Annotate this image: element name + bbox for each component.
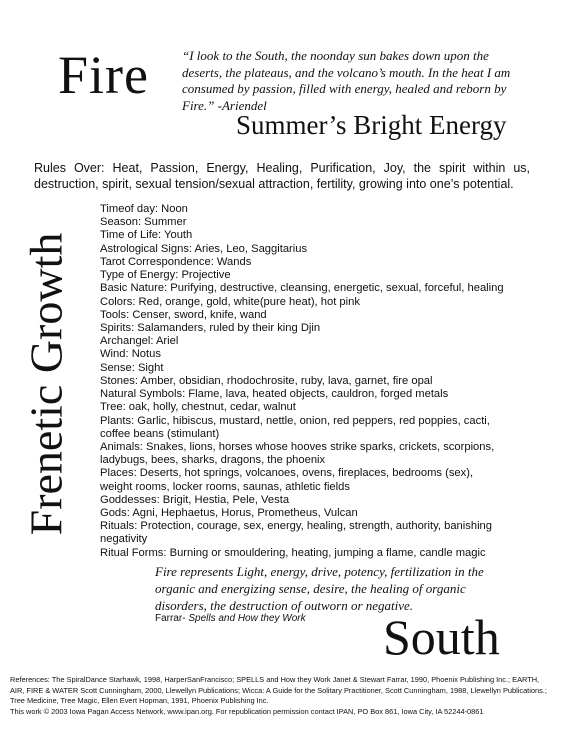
correspondence-item: Animals: Snakes, lions, horses whose hooves strike sparks, crickets, scorpions, ladybugs, bees, sharks, dragons, the phoenix [100, 440, 495, 467]
correspondence-item: Time of Life: Youth [100, 229, 193, 242]
correspondence-item: Season: Summer [100, 216, 187, 229]
correspondence-item: Stones: Amber, obsidian, rhodochrosite, ruby, lava, garnet, fire opal [100, 374, 433, 387]
attribution-author: Farrar- [155, 613, 186, 624]
references-text: References: The SpiralDance Starhawk, 1998, HarperSanFrancisco; SPELLS and How they Work Janet & Stewart Farrar, 1990, Phoenix Publishing Inc.; EARTH, AIR, FIRE & WATER Scott Cunningham, 2000, Llewellyn Publications; Wicca: A Guide for the Solitary Practitioner, Scott Cunningham, 1988, Llewellyn Publications.; Tree Medicine, Tree Magic, Ellen Evert Hopman, 1991, Phoenix Publishing Inc. [10, 675, 547, 706]
correspondence-item: Spirits: Salamanders, ruled by their king Djin [100, 321, 321, 334]
correspondence-item: Rituals: Protection, courage, sex, energy, healing, strength, authority, banishing negativity [100, 520, 492, 546]
page-subtitle: Summer’s Bright Energy [236, 110, 507, 140]
correspondence-item: Sense: Sight [100, 361, 164, 374]
correspondence-item: Wind: Notus [100, 348, 161, 361]
correspondence-item: Basic Nature: Purifying, destructive, cleansing, energetic, sexual, forceful, healing [100, 282, 504, 295]
closing-attribution [155, 613, 306, 625]
rules-over-paragraph: Rules Over: Heat, Passion, Energy, Healing, Purification, Joy, the spirit within us, destruction, spirit, sexual tension/sexual attraction, fertility, growing into one’s potential. [34, 161, 530, 192]
correspondence-item: Ritual Forms: Burning or smouldering, heating, jumping a flame, candle magic [100, 546, 486, 559]
correspondence-item: Archangel: Ariel [100, 335, 179, 348]
opening-quote: “I look to the South, the noonday sun bakes down upon the deserts, the plateaus, and the volcano’s mouth. In the heat I am consumed by passion, filled with energy, healed and reborn by Fire.” -Ariendel [182, 48, 511, 113]
attribution-source: Spells and How they Work [188, 613, 306, 624]
page-title: Fire [58, 45, 149, 105]
correspondence-item: Plants: Garlic, hibiscus, mustard, nettle, onion, red peppers, red poppies, cacti, coffee beans (stimulant) [100, 414, 490, 440]
closing-quote: Fire represents Light, energy, drive, potency, fertilization in the organic and energizing sense, desire, the healing of organic disorders, the destruction of outworn or negative. [155, 564, 484, 613]
copyright-text: This work © 2003 Iowa Pagan Access Network, www.ipan.org. For republication permission contact IPAN, PO Box 861, Iowa City, IA 52244-0861 [10, 707, 484, 717]
correspondence-item: Places: Deserts, hot springs, volcanoes, ovens, fireplaces, bedrooms (sex), weight rooms, locker rooms, saunas, athletic fields [100, 467, 474, 493]
correspondence-item: Gods: Agni, Hephaetus, Horus, Prometheus, Vulcan [100, 507, 358, 520]
correspondence-item: Timeof day: Noon [100, 203, 188, 215]
vertical-title: Frenetic Growth [20, 232, 72, 536]
correspondence-item: Astrological Signs: Aries, Leo, Saggitarius [100, 242, 308, 255]
direction-title: South [383, 609, 500, 665]
correspondence-item: Tarot Correspondence: Wands [100, 255, 252, 268]
references-footer [10, 675, 554, 718]
correspondence-item: Tools: Censer, sword, knife, wand [100, 308, 267, 321]
correspondence-item: Goddesses: Brigit, Hestia, Pele, Vesta [100, 493, 290, 506]
vertical-title-container [22, 228, 70, 540]
correspondence-list [100, 203, 508, 560]
correspondence-item: Natural Symbols: Flame, lava, heated objects, cauldron, forged metals [100, 388, 449, 401]
correspondence-item: Colors: Red, orange, gold, white(pure heat), hot pink [100, 295, 360, 308]
correspondence-item: Tree: oak, holly, chestnut, cedar, walnut [100, 401, 296, 414]
correspondence-item: Type of Energy: Projective [100, 269, 231, 282]
